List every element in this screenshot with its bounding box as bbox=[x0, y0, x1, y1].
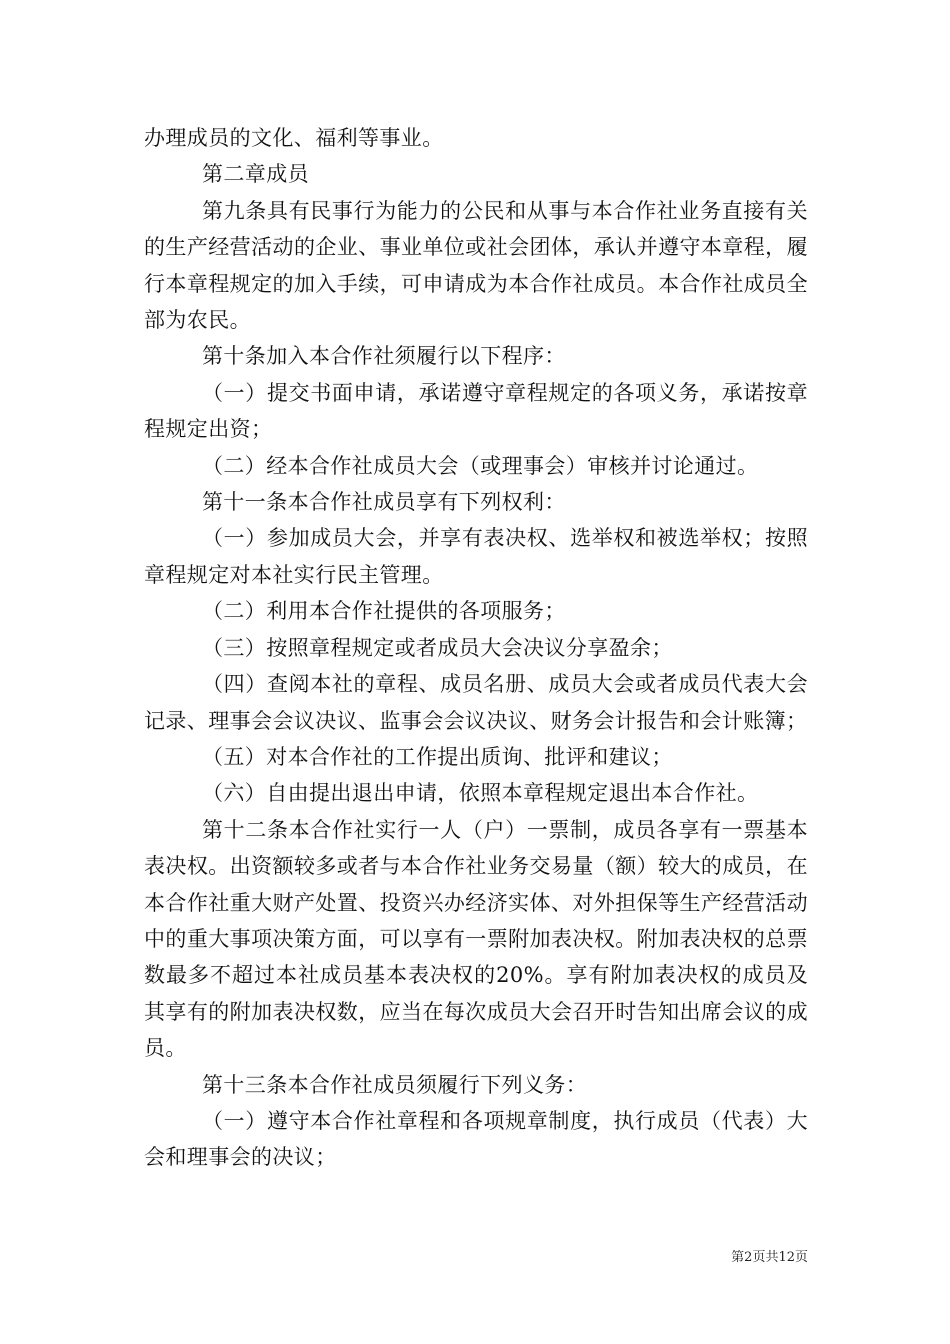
article-13-item-1: （一）遵守本合作社章程和各项规章制度，执行成员（代表）大会和理事会的决议； bbox=[144, 1108, 808, 1170]
page-number: 第2页共12页 bbox=[731, 1250, 808, 1265]
article-11-item-2: （二）利用本合作社提供的各项服务； bbox=[202, 599, 566, 624]
article-9: 第九条具有民事行为能力的公民和从事与本合作社业务直接有关的生产经营活动的企业、事业单位或社会团体，承认并遵守本章程，履行本章程规定的加入手续，可申请成为本合作社成员。本合作社成员全部为农民。 bbox=[144, 198, 808, 333]
article-11-item-3: （三）按照章程规定或者成员大会决议分享盈余； bbox=[202, 635, 673, 660]
article-13: 第十三条本合作社成员须履行下列义务： bbox=[202, 1072, 588, 1097]
article-10-item-2: （二）经本合作社成员大会（或理事会）审核并讨论通过。 bbox=[202, 453, 759, 478]
chapter-heading: 第二章成员 bbox=[202, 162, 309, 187]
article-11-item-6: （六）自由提出退出申请，依照本章程规定退出本合作社。 bbox=[202, 781, 759, 806]
article-12: 第十二条本合作社实行一人（户）一票制，成员各享有一票基本表决权。出资额较多或者与本合作社业务交易量（额）较大的成员，在本合作社重大财产处置、投资兴办经济实体、对外担保等生产经营活动中的重大事项决策方面，可以享有一票附加表决权。附加表决权的总票数最多不超过本社成员基本表决权的20%。享有附加表决权的成员及其享有的附加表决权数，应当在每次成员大会召开时告知出席会议的成员。 bbox=[144, 817, 808, 1061]
article-11-item-5: （五）对本合作社的工作提出质询、批评和建议； bbox=[202, 744, 673, 769]
article-11-item-1: （一）参加成员大会，并享有表决权、选举权和被选举权；按照章程规定对本社实行民主管理。 bbox=[144, 526, 808, 587]
paragraph-continuation: 办理成员的文化、福利等事业。 bbox=[144, 126, 444, 150]
article-11-item-4: （四）查阅本社的章程、成员名册、成员大会或者成员代表大会记录、理事会会议决议、监事会会议决议、财务会计报告和会计账簿； bbox=[144, 672, 808, 733]
article-11: 第十一条本合作社成员享有下列权利： bbox=[202, 490, 566, 515]
article-10: 第十条加入本合作社须履行以下程序： bbox=[202, 344, 566, 369]
article-10-item-1: （一）提交书面申请，承诺遵守章程规定的各项义务，承诺按章程规定出资； bbox=[144, 380, 808, 442]
document-body bbox=[144, 120, 808, 1176]
